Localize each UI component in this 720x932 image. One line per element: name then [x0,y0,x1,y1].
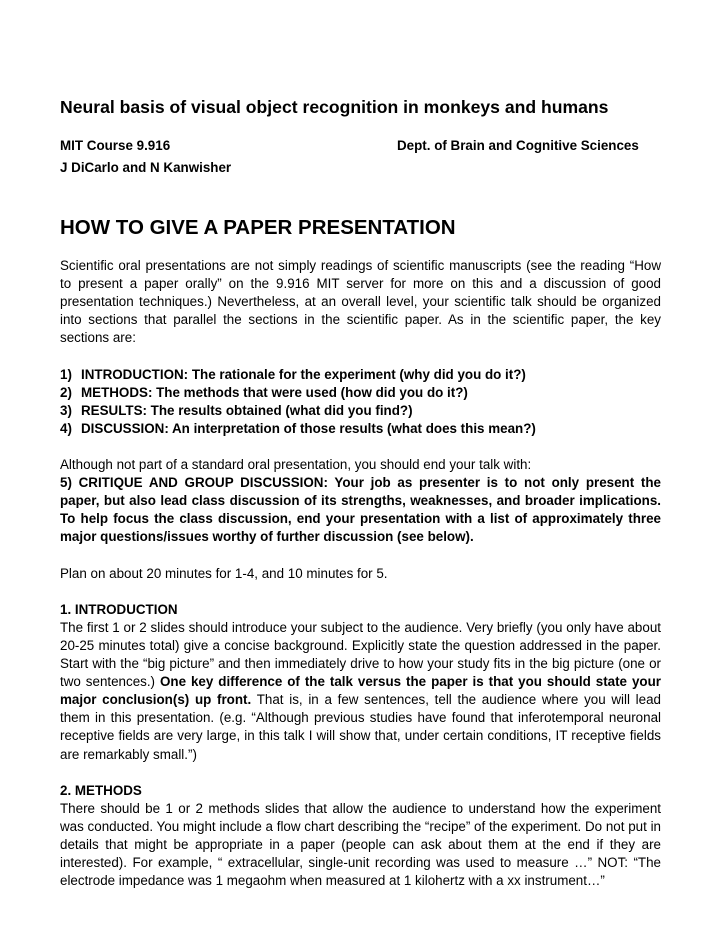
course-title: Neural basis of visual object recognition in monkeys and humans [60,97,609,117]
instructors: J DiCarlo and N Kanwisher [60,160,232,175]
critique-paragraph [60,456,661,546]
course-number: MIT Course 9.916 [60,138,171,153]
list-item: 1) INTRODUCTION: The rationale for the experiment (why did you do it?) [60,366,526,382]
document-body [60,257,661,908]
key-difference-text: One key difference of the talk versus the paper is that you should state your major conclusion(s) up front. [60,674,661,708]
methods-text: There should be 1 or 2 methods slides that allow the audience to understand how the experiment was conducted. You might include a flow chart describing the “recipe” of the experiment. Do not put in details that might be appropriate in a paper (people can ask about them at the end if they are interested). For example, “ extracellular, single-unit recording was used to measure …” NOT: “The electrode impedance was 1 megaohm when measured at 1 kilohertz with a xx instrument…” [60,800,661,889]
plan-paragraph: Plan on about 20 minutes for 1-4, and 10 minutes for 5. [60,565,388,581]
department: Dept. of Brain and Cognitive Sciences [397,138,639,153]
introduction-section: 1. INTRODUCTION The first 1 or 2 slides should introduce your subject to the audience. Very briefly (you only have about 20-25 minutes total) give a concise background. Explicitly state the question addressed in the paper. Start with the “big picture” and then immediately drive to how your study fits in the big picture (one or two sentences.) One key difference of the talk versus the paper is that you should state your major conclusion(s) up front. That is, in a few sentences, tell the audience where you will lead them in this presentation. (e.g. “Although previous studies have found that inferotemporal neuronal receptive fields are very large, in this talk I will show that, under certain conditions, IT receptive fields are remarkably small.”) [60,601,661,762]
introduction-heading: 1. INTRODUCTION [60,601,178,617]
critique-lead: Although not part of a standard oral presentation, you should end your talk with: [60,457,532,473]
intro-paragraph: Scientific oral presentations are not simply readings of scientific manuscripts (see the reading “How to present a paper orally” on the 9.916 MIT server for more on this and a discussion of good presentation techniques.) Nevertheless, at an overall level, your scientific talk should be organized into sections that parallel the sections in the scientific paper. As in the scientific paper, the key sections are: [60,258,661,346]
list-item: 2) METHODS: The methods that were used (how did you do it?) [60,384,468,400]
sections-list [60,366,661,438]
methods-section [60,782,661,891]
page-title: HOW TO GIVE A PAPER PRESENTATION [60,216,456,239]
methods-heading: 2. METHODS [60,782,142,798]
critique-bold-text: 5) CRITIQUE AND GROUP DISCUSSION: Your job as presenter is to not only present the paper, but also lead class discussion of its strengths, weaknesses, and broader implications. To help focus the class discussion, end your presentation with a list of approximately three major questions/issues worthy of further discussion (see below). [60,475,661,545]
list-item: 4) DISCUSSION: An interpretation of those results (what does this mean?) [60,420,536,436]
list-item: 3) RESULTS: The results obtained (what did you find?) [60,402,413,418]
